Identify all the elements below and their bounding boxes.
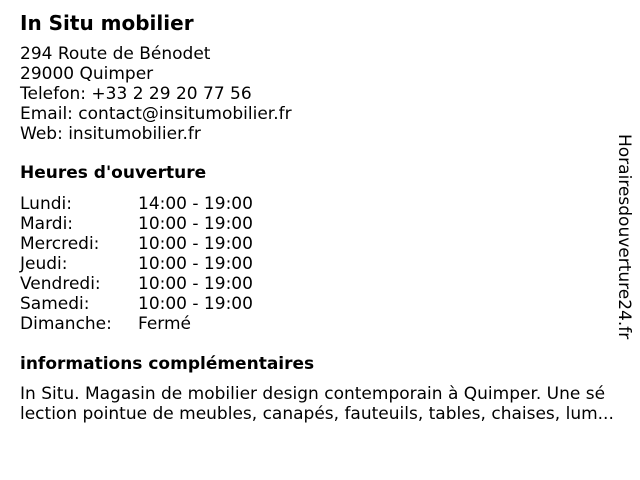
description-line: In Situ. Magasin de mobilier design contemporain à Quimper. Une sé xyxy=(20,384,606,404)
street-address: 294 Route de Bénodet xyxy=(20,44,211,64)
city-postal: 29000 Quimper xyxy=(20,64,154,84)
day-hours: Fermé xyxy=(138,314,192,334)
day-label: Jeudi: xyxy=(20,254,68,274)
site-watermark: Horairesdouverture24.fr xyxy=(614,134,634,340)
day-hours: 10:00 - 19:00 xyxy=(138,294,253,314)
hours-row-thursday xyxy=(20,254,253,274)
additional-info-heading: informations complémentaires xyxy=(20,354,315,374)
hours-row-wednesday xyxy=(20,234,253,254)
day-label: Mercredi: xyxy=(20,234,100,254)
hours-row-friday xyxy=(20,274,253,294)
day-hours: 10:00 - 19:00 xyxy=(138,214,253,234)
day-hours: 10:00 - 19:00 xyxy=(138,274,253,294)
hours-row-tuesday xyxy=(20,214,253,234)
business-name: In Situ mobilier xyxy=(20,11,194,35)
day-hours: 10:00 - 19:00 xyxy=(138,234,253,254)
day-hours: 10:00 - 19:00 xyxy=(138,254,253,274)
hours-row-monday xyxy=(20,194,253,214)
day-hours: 14:00 - 19:00 xyxy=(138,194,253,214)
day-label: Vendredi: xyxy=(20,274,101,294)
opening-hours-table xyxy=(20,194,253,334)
day-label: Samedi: xyxy=(20,294,90,314)
day-label: Lundi: xyxy=(20,194,72,214)
hours-row-sunday xyxy=(20,314,253,334)
email-address: Email: contact@insitumobilier.fr xyxy=(20,104,292,124)
contact-block xyxy=(20,44,292,144)
opening-hours-heading: Heures d'ouverture xyxy=(20,163,207,183)
day-label: Dimanche: xyxy=(20,314,112,334)
phone-number: Telefon: +33 2 29 20 77 56 xyxy=(20,84,252,104)
day-label: Mardi: xyxy=(20,214,74,234)
description-line: lection pointue de meubles, canapés, fauteuils, tables, chaises, lum... xyxy=(20,404,614,424)
website: Web: insitumobilier.fr xyxy=(20,124,201,144)
hours-row-saturday xyxy=(20,294,253,314)
business-description xyxy=(20,384,628,424)
